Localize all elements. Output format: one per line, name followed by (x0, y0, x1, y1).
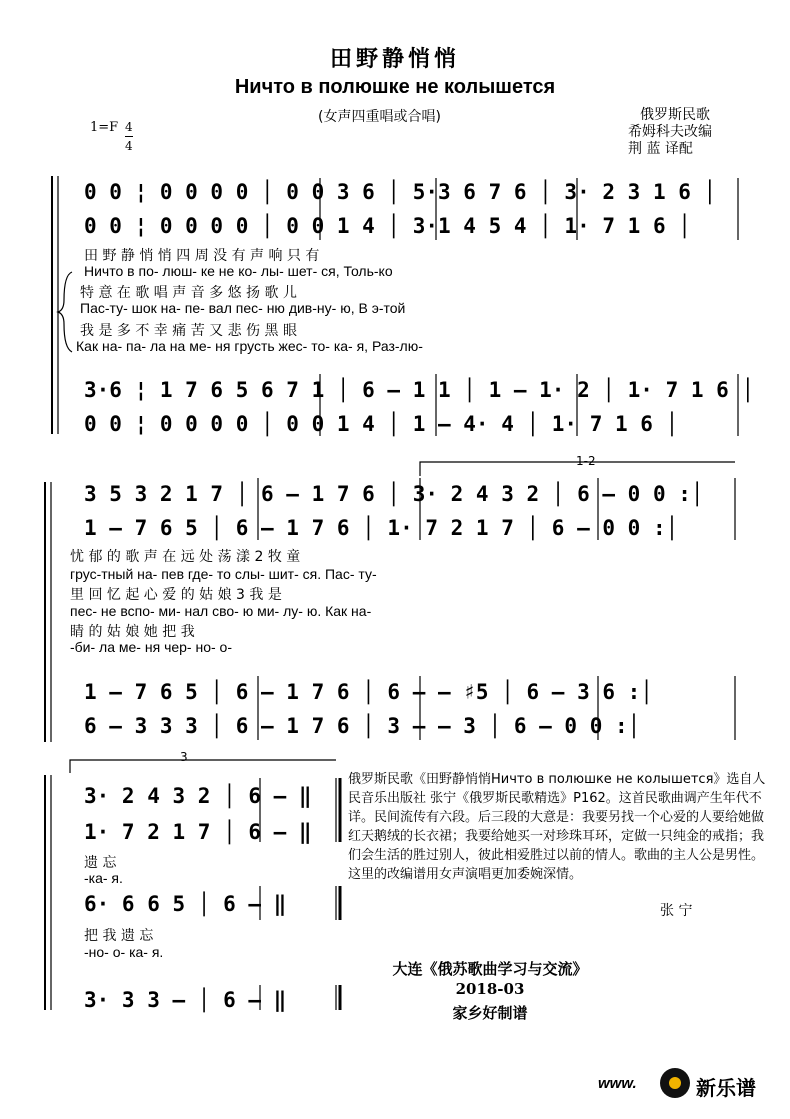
system3-lyric-a1: 遗 忘 (84, 855, 117, 871)
song-description: 俄罗斯民歌《田野静悄悄Ничто в полюшке не колышется》选自人民音乐出版社 张宁《俄罗斯民歌精选》P162。这首民歌曲调产生年代不详。民间流传有六段。后三段的大意是：我要另找一个心爱的人要给她做红天鹅绒的长衣裙；我要给她买一对珍珠耳环，定做一只纯金的戒指；我们会生活的胜过别人，彼此相爱胜过以前的情人。歌曲的主人公是男性。这里的改编谱用女声演唱更加委婉深情。 (348, 772, 766, 882)
system3-voice2: 1· 7 2 1 7 │ 6 – ‖ (84, 820, 312, 844)
system1-lyric-1: 田 野 静 悄 悄 四 周 没 有 声 响 只 有 (84, 248, 320, 264)
volta-label-3: 3 (180, 750, 188, 764)
system2-voice4: 6 – 3 3 3 │ 6 – 1 7 6 │ 3 – – 3 │ 6 – 0 0 :│ (84, 714, 641, 738)
system2-lyric-6: -би- ла ме- ня чер- но- о- (70, 639, 232, 655)
system3-lyric-b1: 把 我 遗 忘 (84, 928, 154, 944)
system2-voice1: 3 5 3 2 1 7 │ 6 – 1 7 6 │ 3· 2 4 3 2 │ 6 – 0 0 :│ (84, 482, 704, 506)
title-chinese: 田野静悄悄 (329, 46, 460, 72)
system1-lyric-4: Пас-ту- шок на- пе- вал пес- ню див-ну- ю, В э-той (80, 300, 406, 316)
title-russian: Ничто в полюшке не колышется (234, 76, 556, 98)
description-author: 张 宁 (660, 903, 693, 919)
system1-lyric-3: 特 意 在 歌 唱 声 音 多 悠 扬 歌 儿 (80, 285, 297, 301)
system2-voice3: 1 – 7 6 5 │ 6 – 1 7 6 │ 6 – – ♯5 │ 6 – 3 6 :│ (84, 680, 653, 704)
system2-lyric-1: 忧 郁 的 歌 声 在 远 处 荡 漾 2 牧 童 (70, 549, 301, 565)
system3-lyric-a2: -ка- я. (84, 870, 123, 886)
meter-top: 4 (125, 120, 133, 134)
footer-maker: 家乡好制谱 (452, 1004, 528, 1022)
system3-voice1: 3· 2 4 3 2 │ 6 – ‖ (84, 784, 312, 808)
credit-origin: 俄罗斯民歌 (640, 107, 710, 123)
credit-translator: 荆 蓝 译配 (628, 141, 693, 157)
volta-label-1-2: 1-2 (576, 454, 596, 468)
system3-voice4: 3· 3 3 – │ 6 – ‖ (84, 988, 287, 1012)
key-signature: 1=F (90, 120, 119, 135)
system2-lyric-3: 里 回 忆 起 心 爱 的 姑 娘 3 我 是 (70, 587, 282, 603)
system2-lyric-5: 睛 的 姑 娘 她 把 我 (70, 624, 195, 640)
system1-lyric-2: Ничто в по- люш- ке не ко- лы- шет- ся, Толь-ко (84, 263, 393, 279)
subtitle: (女声四重唱或合唱) (318, 109, 441, 125)
credit-arranger: 希姆科夫改编 (628, 124, 712, 140)
system3-voice3: 6· 6 6 5 │ 6 – ‖ (84, 892, 287, 916)
system1-voice1: 0 0 ¦ 0 0 0 0 │ 0 0 3 6 │ 5·3 6 7 6 │ 3· 2 3 1 6 │ (84, 180, 717, 204)
music-disc-icon (660, 1068, 690, 1098)
system2-lyric-2: грус-тный на- пев где- то слы- шит- ся. Пас- ту- (70, 566, 377, 582)
meter-bottom: 4 (125, 136, 133, 155)
system2-lyric-4: пес- не вспо- ми- нал сво- ю ми- лу- ю. Как на- (70, 603, 372, 619)
system2-voice2: 1 – 7 6 5 │ 6 – 1 7 6 │ 1· 7 2 1 7 │ 6 – 0 0 :│ (84, 516, 679, 540)
system3-lyric-b2: -но- о- ка- я. (84, 944, 164, 960)
system1-voice2: 0 0 ¦ 0 0 0 0 │ 0 0 1 4 │ 3·1 4 5 4 │ 1· 7 1 6 │ (84, 214, 691, 238)
time-signature (125, 118, 133, 155)
footer-date: 2018-03 (455, 980, 525, 998)
footer-source: 大连《俄苏歌曲学习与交流》 (392, 960, 588, 978)
system1-voice3: 3·6 ¦ 1 7 6 5 6 7 1 │ 6 – 1 1 │ 1 – 1· 2 │ 1· 7 1 6 │ (84, 378, 755, 402)
system1-lyric-5: 我 是 多 不 幸 痛 苦 又 悲 伤 黑 眼 (80, 323, 297, 339)
watermark-brand: 新乐谱 (696, 1076, 756, 1100)
system1-lyric-6: Как на- па- ла на ме- ня грусть жес- то- ка- я, Раз-лю- (76, 338, 423, 354)
watermark-url: www. (598, 1075, 637, 1092)
system1-voice4: 0 0 ¦ 0 0 0 0 │ 0 0 1 4 │ 1 – 4· 4 │ 1· 7 1 6 │ (84, 412, 679, 436)
